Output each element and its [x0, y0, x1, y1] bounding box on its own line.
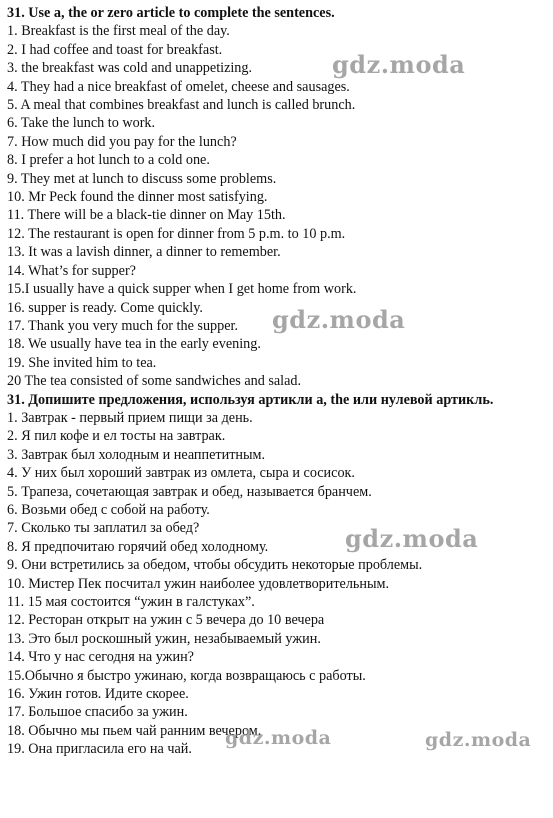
exercise-heading-en: 31. Use a, the or zero article to complete the sentences. — [7, 5, 335, 21]
sentence-ru: 16. Ужин готов. Идите скорее. — [7, 686, 189, 703]
sentence-ru: 12. Ресторан открыт на ужин с 5 вечера до 10 вечера — [7, 612, 325, 629]
sentence-en: 6. Take the lunch to work. — [7, 115, 156, 132]
sentence-en: 7. How much did you pay for the lunch? — [7, 133, 237, 150]
document-page — [7, 4, 547, 759]
sentence-en: 3. the breakfast was cold and unappetizing. — [7, 60, 253, 77]
watermark: gdz.moda — [332, 50, 466, 79]
sentence-en: 20 The tea consisted of some sandwiches and salad. — [7, 373, 302, 390]
sentence-en: 13. It was a lavish dinner, a dinner to remember. — [7, 244, 281, 261]
sentence-en: 9. They met at lunch to discuss some problems. — [7, 170, 277, 187]
sentence-list-en — [7, 22, 547, 390]
sentence-en: 12. The restaurant is open for dinner from 5 p.m. to 10 p.m. — [7, 225, 346, 242]
watermark: gdz.moda — [425, 729, 532, 751]
sentence-ru: 9. Они встретились за обедом, чтобы обсудить некоторые проблемы. — [7, 557, 423, 574]
sentence-en: 17. Thank you very much for the supper. — [7, 317, 239, 334]
sentence-ru: 8. Я предпочитаю горячий обед холодному. — [7, 538, 269, 555]
sentence-ru: 3. Завтрак был холодным и неаппетитным. — [7, 446, 266, 463]
sentence-ru: 5. Трапеза, сочетающая завтрак и обед, называется бранчем. — [7, 483, 372, 500]
sentence-ru: 19. Она пригласила его на чай. — [7, 741, 192, 758]
sentence-en: 1. Breakfast is the first meal of the day. — [7, 23, 230, 40]
watermark: gdz.moda — [345, 524, 479, 553]
sentence-ru: 18. Обычно мы пьем чай ранним вечером. — [7, 722, 262, 739]
sentence-en: 18. We usually have tea in the early evening. — [7, 336, 261, 353]
sentence-en: 2. I had coffee and toast for breakfast. — [7, 41, 223, 58]
sentence-en: 14. What’s for supper? — [7, 262, 136, 279]
sentence-ru: 2. Я пил кофе и ел тосты на завтрак. — [7, 428, 226, 445]
sentence-en: 10. Mr Peck found the dinner most satisfying. — [7, 189, 268, 206]
sentence-ru: 10. Мистер Пек посчитал ужин наиболее удовлетворительным. — [7, 575, 390, 592]
sentence-ru: 13. Это был роскошный ужин, незабываемый ужин. — [7, 630, 321, 647]
sentence-ru: 15.Обычно я быстро ужинаю, когда возвращаюсь с работы. — [7, 667, 366, 684]
sentence-en: 5. A meal that combines breakfast and lunch is called brunch. — [7, 97, 356, 114]
sentence-ru: 4. У них был хороший завтрак из омлета, сыра и сосисок. — [7, 465, 355, 482]
sentence-ru: 14. Что у нас сегодня на ужин? — [7, 649, 194, 666]
sentence-en: 4. They had a nice breakfast of omelet, cheese and sausages. — [7, 78, 350, 95]
sentence-ru: 6. Возьми обед с собой на работу. — [7, 501, 210, 518]
sentence-ru: 11. 15 мая состоится “ужин в галстуках”. — [7, 594, 255, 610]
watermark: gdz.moda — [272, 305, 406, 334]
sentence-en: 15.I usually have a quick supper when I get home from work. — [7, 281, 357, 298]
sentence-en: 11. There will be a black-tie dinner on May 15th. — [7, 207, 286, 224]
exercise-heading-ru: 31. Допишите предложения, используя артикли a, the или нулевой артикль. — [7, 391, 494, 408]
sentence-en: 19. She invited him to tea. — [7, 354, 157, 371]
sentence-ru: 1. Завтрак - первый прием пищи за день. — [7, 409, 253, 426]
sentence-list-ru — [7, 409, 547, 759]
watermark: gdz.moda — [225, 727, 332, 749]
sentence-en: 8. I prefer a hot lunch to a cold one. — [7, 152, 210, 169]
sentence-ru: 17. Большое спасибо за ужин. — [7, 704, 188, 721]
sentence-ru: 7. Сколько ты заплатил за обед? — [7, 520, 200, 537]
sentence-en: 16. supper is ready. Come quickly. — [7, 299, 203, 316]
